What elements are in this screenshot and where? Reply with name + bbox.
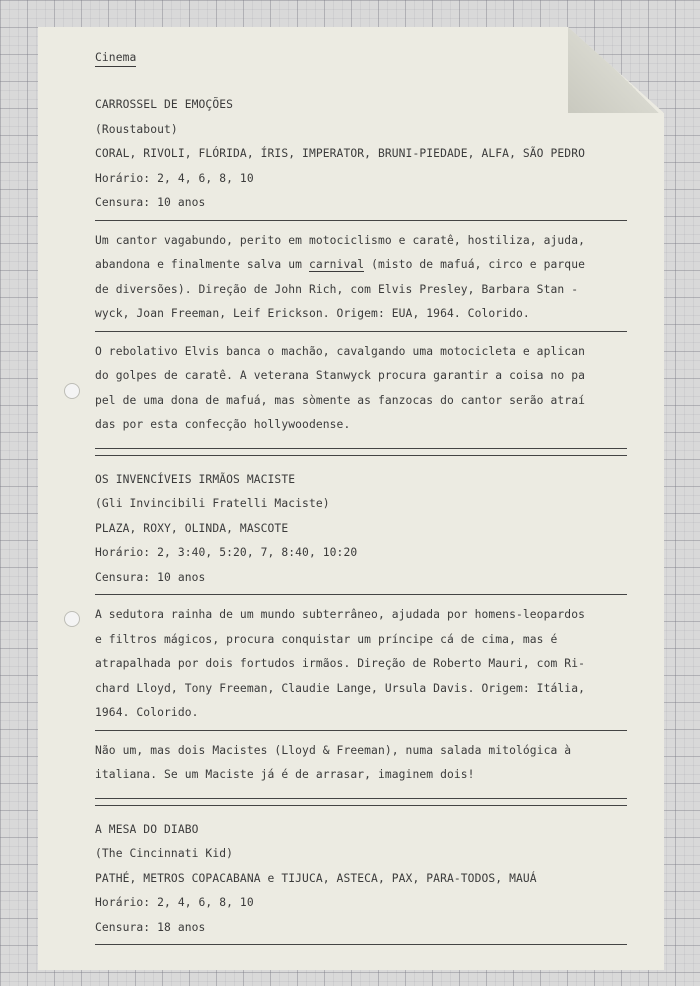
- divider: [95, 730, 627, 731]
- film-original-title: (Gli Invincibili Fratelli Maciste): [95, 497, 330, 510]
- film-review: [95, 739, 627, 788]
- film-title: CARROSSEL DE EMOÇÕES: [95, 98, 234, 111]
- divider: [95, 594, 627, 595]
- document-text: [95, 40, 627, 953]
- synopsis-line: de diversões). Direção de John Rich, com Elvis Presley, Barbara Stan -: [95, 282, 579, 296]
- synopsis-line: atrapalhada por dois fortudos irmãos. Direção de Roberto Mauri, com Ri-: [95, 657, 585, 670]
- double-divider: [95, 792, 627, 806]
- film-rating: Censura: 10 anos: [95, 196, 206, 209]
- film-title: OS INVENCÍVEIS IRMÃOS MACISTE: [95, 472, 296, 486]
- film-schedule: Horário: 2, 4, 6, 8, 10: [95, 171, 254, 185]
- film-entry: [95, 468, 627, 806]
- film-synopsis: [95, 603, 627, 726]
- review-line: O rebolativo Elvis banca o machão, cavalgando uma motocicleta e aplican: [95, 344, 585, 358]
- review-line: do golpes de caratê. A veterana Stanwyck procura garantir a coisa no pa: [95, 369, 585, 382]
- binder-hole-top: [64, 383, 80, 399]
- film-synopsis: [95, 229, 627, 327]
- synopsis-line: wyck, Joan Freeman, Leif Erickson. Origem: EUA, 1964. Colorido.: [95, 307, 530, 320]
- divider: [95, 220, 627, 221]
- review-line: das por esta confecção hollywoodense.: [95, 418, 351, 431]
- film-schedule: Horário: 2, 3:40, 5:20, 7, 8:40, 10:20: [95, 546, 358, 559]
- synopsis-line: e filtros mágicos, procura conquistar um príncipe cá de cima, mas é: [95, 632, 558, 646]
- binder-hole-bottom: [64, 611, 80, 627]
- review-line: italiana. Se um Maciste já é de arrasar, imaginem dois!: [95, 768, 475, 781]
- film-schedule: Horário: 2, 4, 6, 8, 10: [95, 896, 254, 909]
- film-entry: [95, 818, 627, 946]
- synopsis-line: A sedutora rainha de um mundo subterrâneo, ajudada por homens-leopardos: [95, 608, 585, 621]
- film-rating: Censura: 18 anos: [95, 920, 206, 934]
- film-title: A MESA DO DIABO: [95, 822, 199, 836]
- film-theaters: PATHÉ, METROS COPACABANA e TIJUCA, ASTECA, PAX, PARA-TODOS, MAUÁ: [95, 871, 537, 885]
- review-line: Não um, mas dois Macistes (Lloyd & Freeman), numa salada mitológica à: [95, 743, 572, 757]
- synopsis-line: Um cantor vagabundo, perito em motociclismo e caratê, hostiliza, ajuda,: [95, 233, 585, 247]
- divider: [95, 331, 627, 332]
- film-rating: Censura: 10 anos: [95, 570, 206, 584]
- review-line: pel de uma dona de mafuá, mas sòmente as fanzocas do cantor serão atraí: [95, 393, 585, 407]
- double-divider: [95, 442, 627, 456]
- section-header: Cinema: [95, 50, 136, 67]
- divider: [95, 944, 627, 945]
- film-review: [95, 340, 627, 438]
- synopsis-line: 1964. Colorido.: [95, 706, 199, 719]
- synopsis-line: chard Lloyd, Tony Freeman, Claudie Lange, Ursula Davis. Origem: Itália,: [95, 681, 585, 695]
- film-theaters: PLAZA, ROXY, OLINDA, MASCOTE: [95, 521, 289, 535]
- synopsis-line: abandona e finalmente salva um carnival (misto de mafuá, circo e parque: [95, 258, 586, 271]
- film-theaters: CORAL, RIVOLI, FLÓRIDA, ÍRIS, IMPERATOR, BRUNI-PIEDADE, ALFA, SÃO PEDRO: [95, 147, 585, 160]
- film-entry: [95, 93, 627, 456]
- film-original-title: (Roustabout): [95, 122, 178, 136]
- film-original-title: (The Cincinnati Kid): [95, 847, 234, 860]
